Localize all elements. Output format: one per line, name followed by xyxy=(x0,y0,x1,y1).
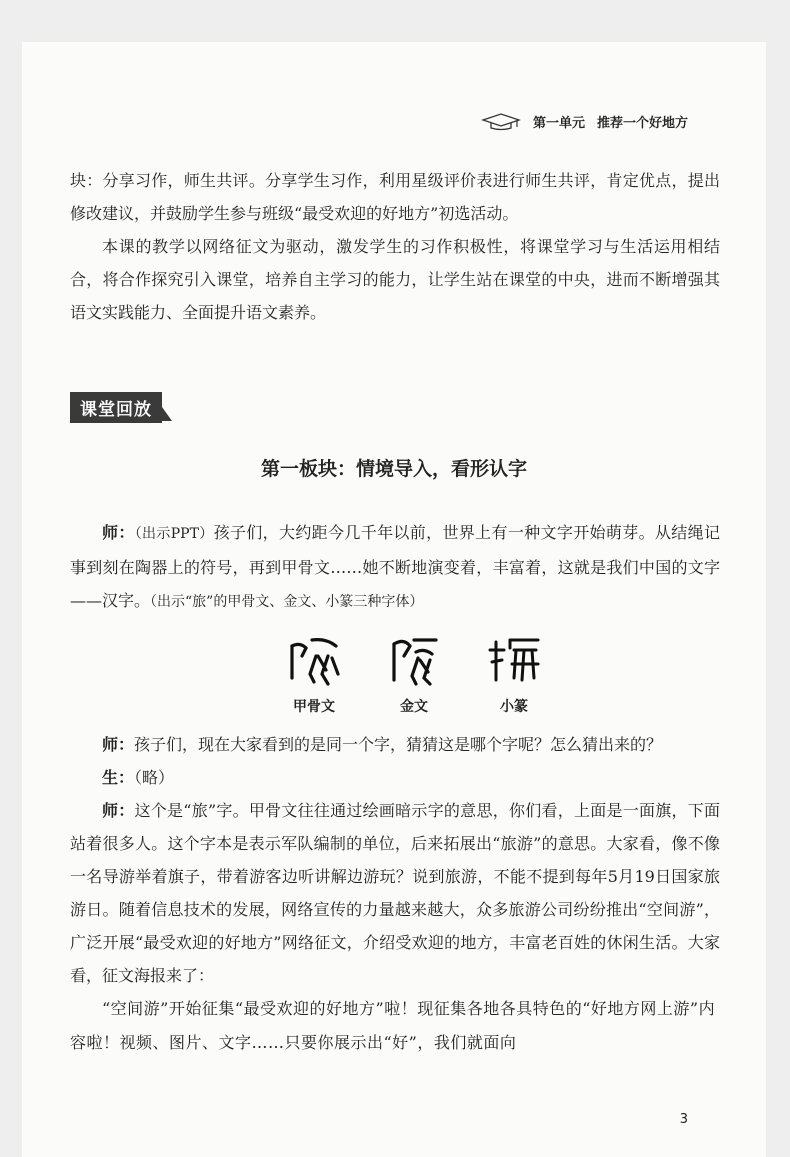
graduation-cap-icon xyxy=(481,113,521,131)
badge-label: 课堂回放 xyxy=(70,392,162,423)
dialog-text: 孩子们，现在大家看到的是同一个字，猜猜这是哪个字呢？怎么猜出来的？ xyxy=(134,735,663,754)
book-page xyxy=(22,42,766,1157)
glyph-seal xyxy=(484,634,544,716)
badge-tail xyxy=(162,407,172,421)
dialog-text: 这个是“旅”字。甲骨文往往通过绘画暗示字的意思，你们看，上面是一面旗，下面站着很多人。这个字本是表示军队编制的单位，后来拓展出“旅游”的意思。大家看，像不像一名导游举着旗子，带着游客边听讲解边游玩？说到旅游，不能不提到每年5月19日国家旅游日。随着信息技术的发展，网络宣传的力量越来越大，众多旅游公司纷纷推出“空间游”，广泛开展“最受欢迎的好地方”网络征文，介绍受欢迎的地方，丰富老百姓的休闲生活。大家看，征文海报来了： xyxy=(70,801,720,985)
lu-oracle-bone-glyph-icon xyxy=(286,634,342,688)
intro-paragraph-1: 块：分享习作，师生共评。分享学生习作，利用星级评价表进行师生共评，肯定优点，提出修改建议，并鼓励学生参与班级“最受欢迎的好地方”初选活动。 xyxy=(70,171,720,223)
speaker-label: 师： xyxy=(102,801,135,820)
glyph-label: 甲骨文 xyxy=(293,699,335,715)
speaker-label: 生： xyxy=(102,768,135,787)
glyph-oracle xyxy=(284,634,344,716)
lu-seal-glyph-icon xyxy=(486,634,542,688)
header-lesson: 推荐一个好地方 xyxy=(596,116,688,131)
dialog-teacher-1 xyxy=(70,516,720,619)
poster-quote: “空间游”开始征集“最受欢迎的好地方”啦！现征集各地各具特色的“好地方网上游”内容啦！视频、图片、文字……只要你展示出“好”，我们就面向 xyxy=(70,999,716,1052)
speaker-label: 师： xyxy=(102,523,135,542)
glyph-label: 金文 xyxy=(400,699,428,715)
speaker-label: 师： xyxy=(102,735,135,754)
running-header xyxy=(481,112,688,131)
intro-paragraph-2: 本课的教学以网络征文为驱动，激发学生的习作积极性，将课堂学习与生活运用相结合，将合作探究引入课堂，培养自主学习的能力，让学生站在课堂的中央，进而不断增强其语文实践能力、全面提升语文素养。 xyxy=(70,237,720,322)
dialog-teacher-3 xyxy=(70,794,720,992)
page-number: 3 xyxy=(679,1112,688,1127)
glyph-row xyxy=(284,634,544,716)
stage-note-2: （出示“旅”的甲骨文、金文、小篆三种字体） xyxy=(150,594,424,610)
section-title: 第一板块：情境导入，看形认字 xyxy=(260,458,527,480)
lu-bronze-glyph-icon xyxy=(386,634,442,688)
header-unit: 第一单元 xyxy=(532,116,585,131)
glyph-bronze xyxy=(384,634,444,716)
section-badge xyxy=(70,392,172,423)
dialog-text: 孩子们，大约距今几千年以前，世界上有一种文字开始萌芽。从结绳记事到刻在陶器上的符号，再到甲骨文……她不断地演变着，丰富着，这就是我们中国的文字——汉字。 xyxy=(70,523,720,610)
dialog-student xyxy=(70,761,720,794)
dialog-text: （略） xyxy=(134,768,175,787)
dialog-teacher-2 xyxy=(70,728,720,761)
stage-note: （出示PPT） xyxy=(134,526,214,542)
glyph-label: 小篆 xyxy=(500,699,528,715)
